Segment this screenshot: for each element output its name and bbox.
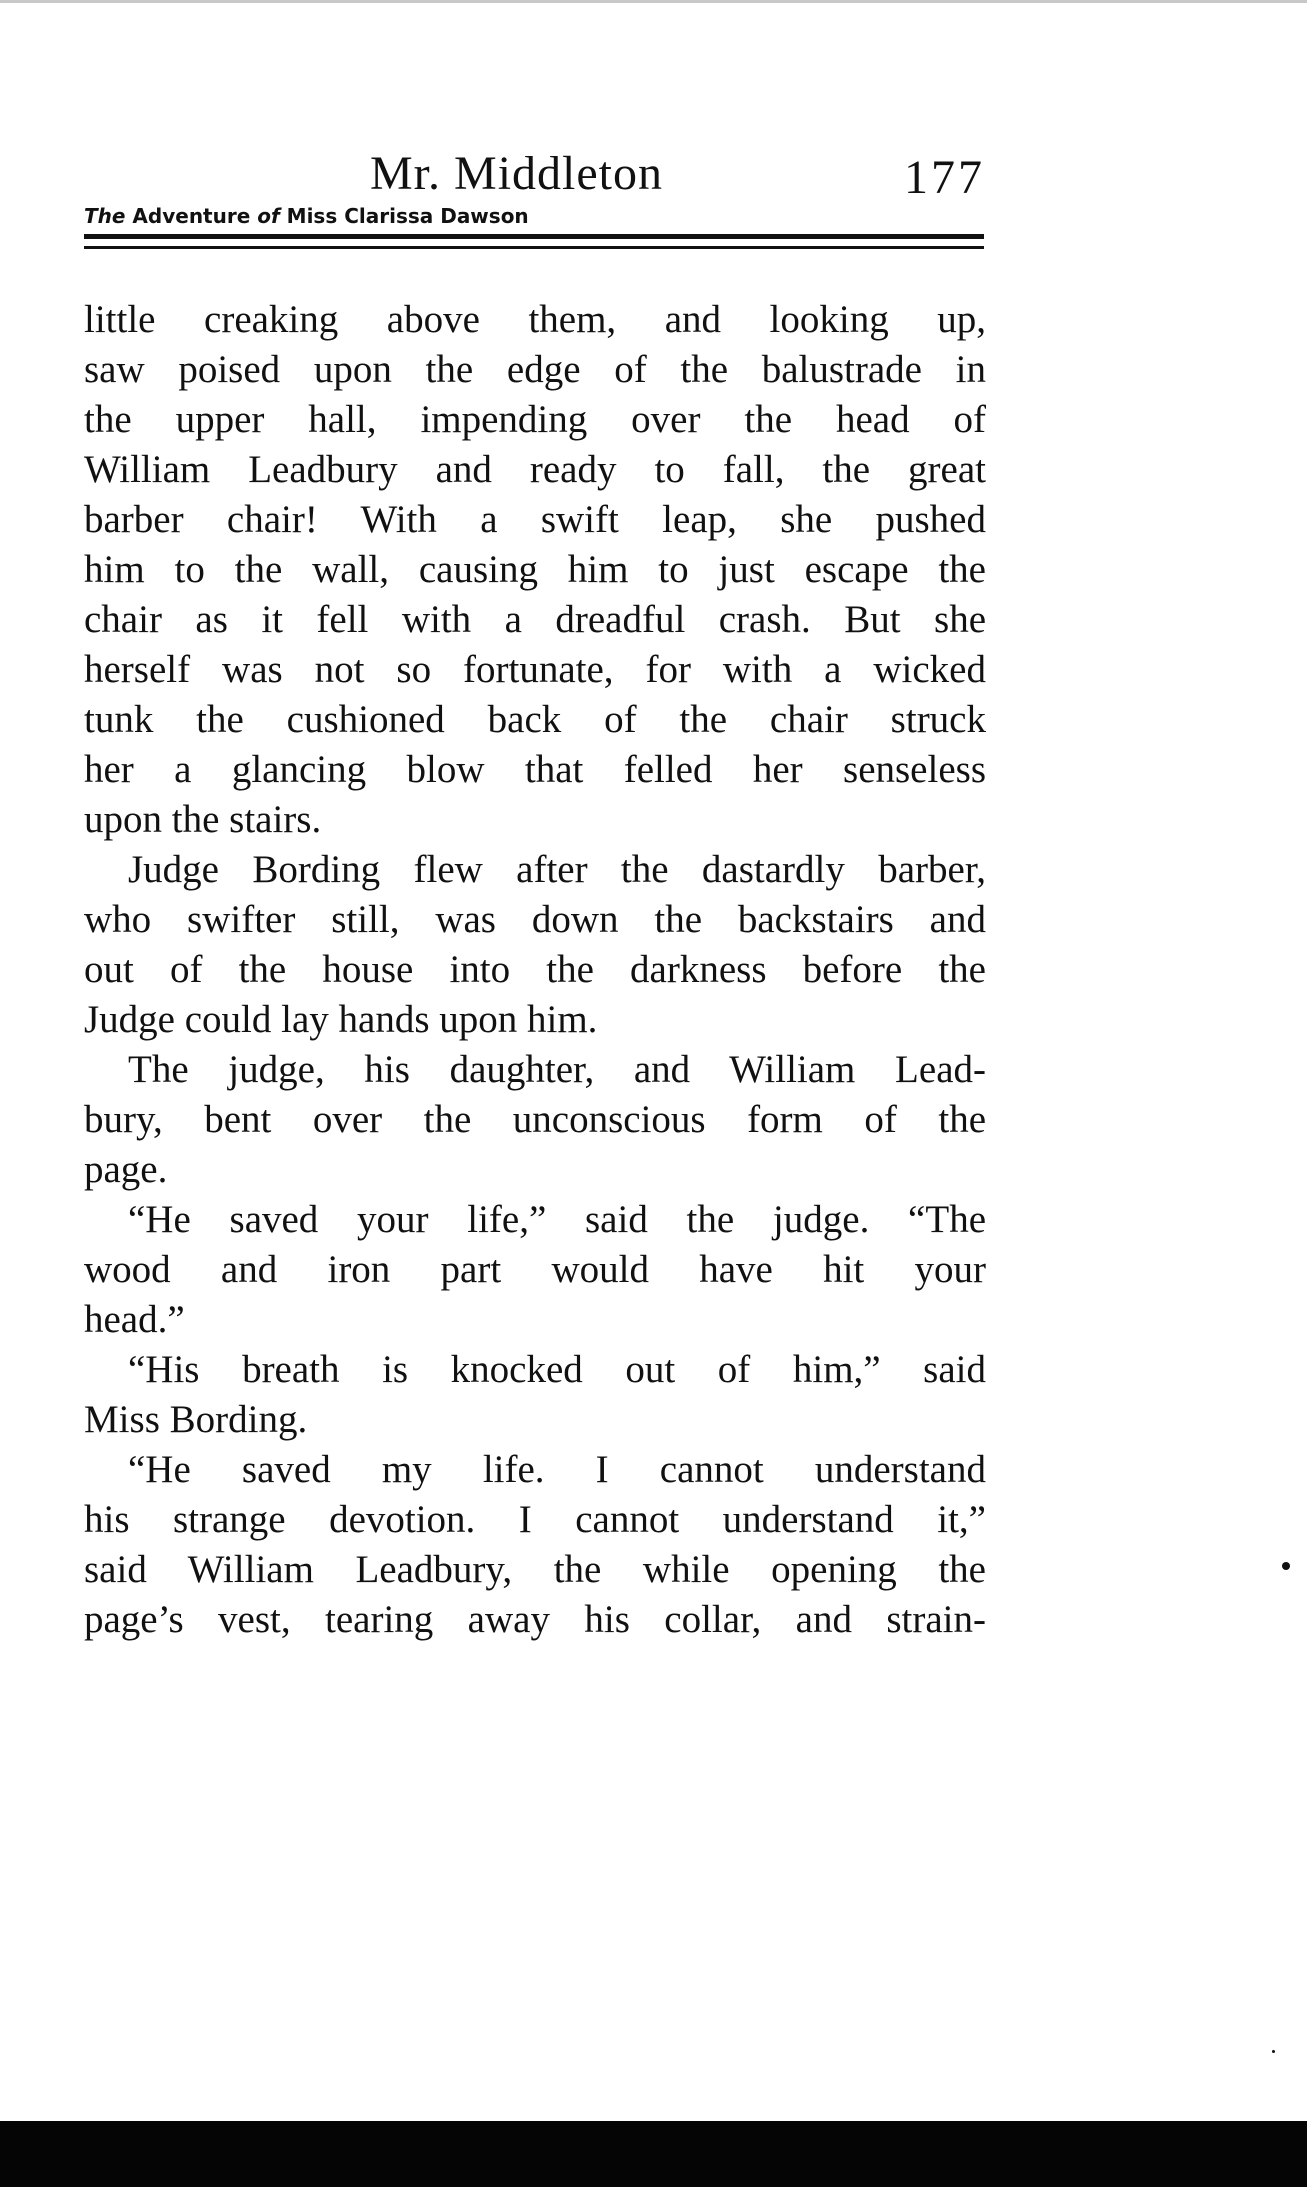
text-line: William Leadbury and ready to fall, the great	[84, 448, 986, 491]
scan-bottom-border	[0, 2121, 1307, 2187]
text-line: her a glancing blow that felled her senseless	[84, 748, 986, 791]
header-rule-thin	[84, 246, 984, 249]
text-line: “His breath is knocked out of him,” said	[128, 1348, 986, 1391]
header-rule-thick	[84, 234, 984, 239]
text-line: bury, bent over the unconscious form of the	[84, 1098, 986, 1141]
subtitle-rest: Miss Clarissa Dawson	[279, 204, 529, 228]
text-line: wood and iron part would have hit your	[84, 1248, 986, 1291]
text-line: the upper hall, impending over the head of	[84, 398, 986, 441]
subtitle-the: The	[84, 204, 126, 228]
text-line: out of the house into the darkness before the	[84, 948, 986, 991]
text-line: page.	[84, 1148, 168, 1191]
text-line: him to the wall, causing him to just escape the	[84, 548, 986, 591]
text-line: saw poised upon the edge of the balustrade in	[84, 348, 986, 391]
page-number: 177	[904, 151, 985, 204]
subtitle-adventure: Adventure	[125, 204, 258, 228]
text-line: said William Leadbury, the while opening the	[84, 1548, 986, 1591]
text-line: page’s vest, tearing away his collar, and strain-	[84, 1598, 986, 1641]
text-line: his strange devotion. I cannot understand it,”	[84, 1498, 986, 1541]
text-line: “He saved your life,” said the judge. “The	[128, 1198, 986, 1241]
text-line: The judge, his daughter, and William Lead-	[128, 1048, 986, 1091]
scan-speck	[1282, 1562, 1290, 1570]
text-line: little creaking above them, and looking up,	[84, 298, 986, 341]
text-line: chair as it fell with a dreadful crash. But she	[84, 598, 986, 641]
text-line: “He saved my life. I cannot understand	[128, 1448, 986, 1491]
scan-edge	[0, 0, 1307, 3]
body-text	[84, 295, 986, 1645]
text-line: Judge could lay hands upon him.	[84, 998, 598, 1041]
scan-speck	[1272, 2050, 1275, 2053]
text-line: Miss Bording.	[84, 1398, 308, 1441]
text-line: head.”	[84, 1298, 185, 1341]
text-line: tunk the cushioned back of the chair struck	[84, 698, 986, 741]
text-line: herself was not so fortunate, for with a wicked	[84, 648, 986, 691]
running-head-title: Mr. Middleton	[370, 147, 664, 200]
running-head-subtitle	[84, 204, 529, 228]
text-line: upon the stairs.	[84, 798, 322, 841]
subtitle-of: of	[257, 204, 280, 228]
text-line: barber chair! With a swift leap, she pushed	[84, 498, 986, 541]
text-line: Judge Bording flew after the dastardly barber,	[128, 848, 986, 891]
text-line: who swifter still, was down the backstairs and	[84, 898, 986, 941]
